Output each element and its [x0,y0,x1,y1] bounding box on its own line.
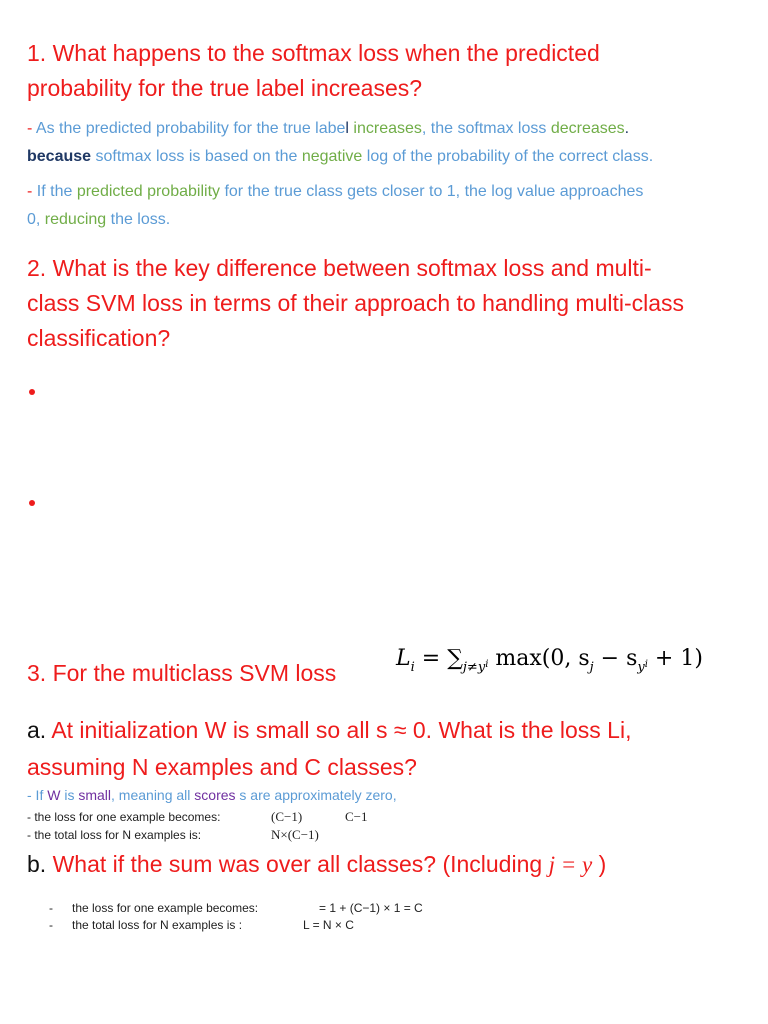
q3-question: 3. For the multiclass SVM loss [27,660,337,686]
q3b-answer-line2-dash: - [49,918,53,932]
q1-answer-line2: because softmax loss is based on the negative log of the probability of the correct class. [27,148,654,165]
q3b-answer-line1-dash: - [49,901,53,915]
q3a-answer-line3-value: N×(C−1) [271,827,319,842]
q3b-answer-line1-value: = 1 + (C−1) × 1 = C [319,901,423,915]
q3b-answer-line1-label: the loss for one example becomes: [72,901,259,915]
q3a-question-line1: a. At initialization W is small so all s ≈ 0. What is the loss Li, [27,717,632,743]
q3a-answer-line2-label: - the loss for one example becomes: [27,810,221,824]
q1-answer-line3: - If the predicted probability for the true class gets closer to 1, the log value approaches [27,183,644,200]
q1-answer-line4: 0, reducing the loss. [27,211,171,228]
q2-question-line3: classification? [27,325,171,351]
q3a-answer-line2-value2: C−1 [345,809,368,824]
q3b-answer-line2-label: the total loss for N examples is : [72,918,243,932]
q1-question-line1: 1. What happens to the softmax loss when the predicted [27,40,600,66]
q3a-answer-line2-value1: (C−1) [271,809,303,824]
q1-question-line2: probability for the true label increases? [27,75,423,101]
q3b-answer-line2-value: L = N × C [303,918,354,932]
bullet-icon [29,500,35,506]
q3a-answer-line1: - If W is small, meaning all scores s are approximately zero, [27,787,397,803]
q3b-question: b. What if the sum was over all classes? (Including j = y ) [27,851,607,877]
svm-loss-formula: $L_i = \sum_{j\ne y}i$ max(0, $s_j - s_yi + 1$) [396,646,703,675]
bullet-icon [29,389,35,395]
q3a-answer-line3-label: - the total loss for N examples is: [27,828,202,842]
q3a-question-line2: assuming N examples and C classes? [27,754,417,780]
q1-answer-line1: - As the predicted probability for the true label increases, the softmax loss decreases. [27,120,630,137]
q2-question-line1: 2. What is the key difference between softmax loss and multi- [27,255,652,281]
q2-question-line2: class SVM loss in terms of their approach to handling multi-class [27,290,685,316]
